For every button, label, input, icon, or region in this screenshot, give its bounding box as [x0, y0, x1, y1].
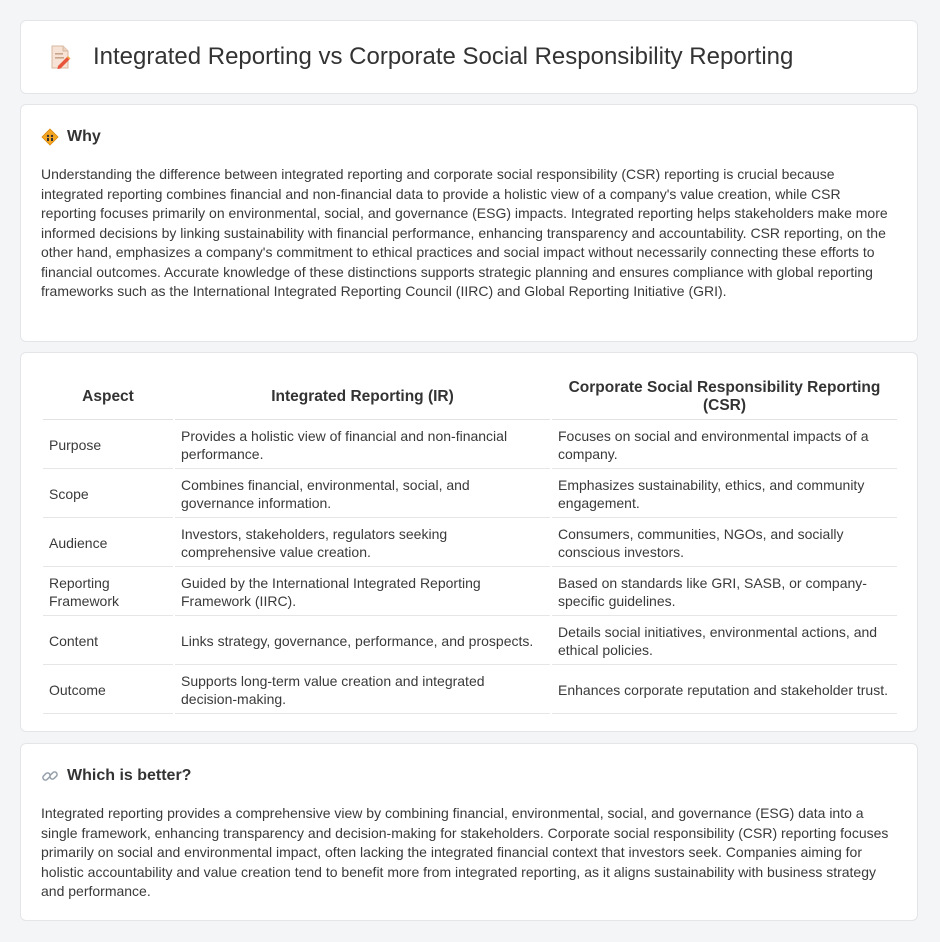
- row-aspect: Reporting Framework: [43, 569, 173, 616]
- row-csr: Focuses on social and environmental impacts of a company.: [552, 422, 897, 469]
- row-ir: Investors, stakeholders, regulators seeking comprehensive value creation.: [175, 520, 550, 567]
- header-ir: Integrated Reporting (IR): [175, 375, 550, 420]
- why-text: Understanding the difference between integrated reporting and corporate social responsibility (CSR) reporting is crucial because integrated reporting combines financial and non-financial data to provide a holistic view of a company's value creation, while CSR reporting focuses primarily on environmental, social, and governance (ESG) impacts. Integrated reporting helps stakeholders make more informed decisions by linking sustainability with financial performance, enhancing transparency and accountability. CSR reporting, on the other hand, emphasizes a company's commitment to ethical practices and social impact without necessarily connecting these efforts to financial outcomes. Accurate knowledge of these distinctions supports strategic planning and ensures compliance with global reporting frameworks such as the International Integrated Reporting Council (IIRC) and Global Reporting Initiative (GRI).: [41, 166, 888, 299]
- link-icon: [41, 767, 59, 785]
- why-section: [20, 104, 918, 342]
- table-row: [43, 618, 897, 665]
- row-csr: Consumers, communities, NGOs, and socially conscious investors.: [552, 520, 897, 567]
- which-is-better-section: [20, 743, 918, 921]
- better-heading: Which is better?: [67, 767, 192, 784]
- road-sign-icon: [41, 128, 59, 146]
- row-ir: Supports long-term value creation and integrated decision-making.: [175, 667, 550, 714]
- header-csr: Corporate Social Responsibility Reporting (CSR): [552, 375, 897, 420]
- why-heading: Why: [67, 128, 101, 145]
- document-icon: [49, 44, 71, 70]
- row-ir: Combines financial, environmental, social, and governance information.: [175, 471, 550, 518]
- row-ir: Links strategy, governance, performance, and prospects.: [175, 618, 550, 665]
- row-aspect: Content: [43, 618, 173, 665]
- table-row: [43, 422, 897, 469]
- page-title: Integrated Reporting vs Corporate Social Responsibility Reporting: [93, 43, 794, 70]
- header-aspect: Aspect: [43, 375, 173, 420]
- row-csr: Emphasizes sustainability, ethics, and community engagement.: [552, 471, 897, 518]
- table-row: [43, 667, 897, 714]
- row-aspect: Purpose: [43, 422, 173, 469]
- row-aspect: Audience: [43, 520, 173, 567]
- table-row: [43, 520, 897, 567]
- row-csr: Enhances corporate reputation and stakeholder trust.: [552, 667, 897, 714]
- table-row: [43, 569, 897, 616]
- table-row: [43, 471, 897, 518]
- row-aspect: Outcome: [43, 667, 173, 714]
- header-card: [20, 20, 918, 94]
- row-csr: Based on standards like GRI, SASB, or company-specific guidelines.: [552, 569, 897, 616]
- row-ir: Guided by the International Integrated Reporting Framework (IIRC).: [175, 569, 550, 616]
- row-csr: Details social initiatives, environmental actions, and ethical policies.: [552, 618, 897, 665]
- row-ir: Provides a holistic view of financial and non-financial performance.: [175, 422, 550, 469]
- comparison-table-card: [20, 352, 918, 732]
- table-header-row: [43, 375, 897, 420]
- comparison-table: [41, 373, 899, 716]
- better-text: Integrated reporting provides a comprehensive view by combining financial, environmental, social, and governance (ESG) data into a single framework, enhancing transparency and decision-making for stakeholders. Corporate social responsibility (CSR) reporting focuses primarily on social and environmental impact, often lacking the integrated financial context that investors seek. Companies aiming for holistic accountability and value creation tend to benefit more from integrated reporting, as it aligns sustainability with business strategy and performance.: [41, 805, 889, 899]
- row-aspect: Scope: [43, 471, 173, 518]
